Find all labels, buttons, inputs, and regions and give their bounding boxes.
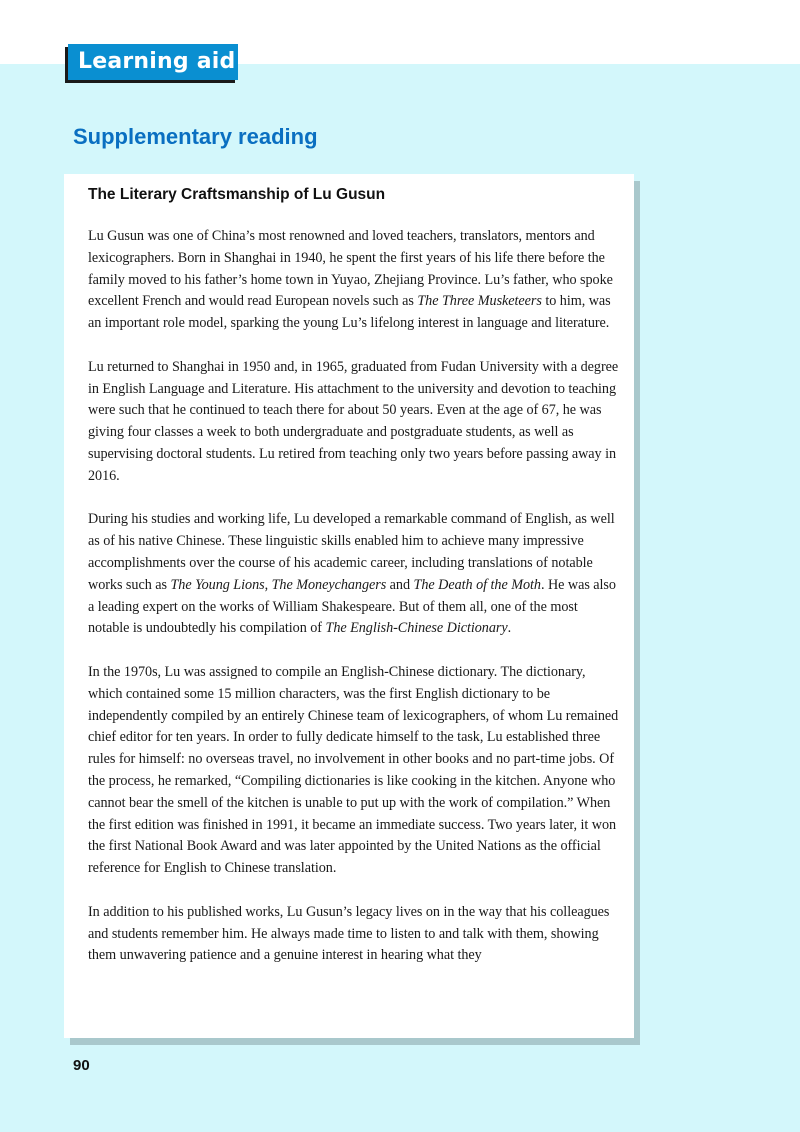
text-run: , xyxy=(264,576,272,593)
italic-title-run: The Moneychangers xyxy=(271,576,387,593)
text-run: Lu Gusun was one of China’s most renowned and loved teachers, translators, mentors and lexicographers. Born in Shanghai in 1940, he spent the first years of his life there before the family moved to his father’s home town in Yuyao, Zhejiang Province. Lu’s father, who spoke excellent French and would read European novels such as xyxy=(88,228,613,310)
article-body xyxy=(88,226,622,967)
italic-title-run: The Young Lions xyxy=(170,576,265,593)
italic-title-run: The Three Musketeers xyxy=(417,293,542,310)
italic-title-run: The English-Chinese Dictionary xyxy=(325,620,508,637)
text-run: During his studies and working life, Lu developed a remarkable command of English, as well as of his native Chinese. These linguistic skills enabled him to achieve many impressive accomplishments over the course of his academic career, including translations of notable works such as xyxy=(88,511,615,593)
section-title: Supplementary reading xyxy=(73,124,318,149)
article-title: The Literary Craftsmanship of Lu Gusun xyxy=(88,186,386,203)
text-run: and xyxy=(386,576,414,593)
text-run: Lu returned to Shanghai in 1950 and, in 1965, graduated from Fudan University with a degree in English Language and Literature. His attachment to the university and devotion to teaching were such that he continued to teach there for about 50 years. Even at the age of 67, he was giving four classes a week to both undergraduate and postgraduate students, as well as supervising doctoral students. Lu retired from teaching only two years before passing away in 2016. xyxy=(88,358,619,484)
article-paragraph xyxy=(88,357,622,488)
learning-aid-tab xyxy=(68,44,238,80)
text-run: In the 1970s, Lu was assigned to compile an English-Chinese dictionary. The dictionary, which contained some 15 million characters, was the first English dictionary to be independently compiled by an entirely Chinese team of lexicographers, of whom Lu remained chief editor for ten years. In order to fully dedicate himself to the task, Lu established three rules for himself: no overseas travel, no involvement in other books and no part-time jobs. Of the process, he remarked, “Compiling dictionaries is like cooking in the kitchen. Anyone who cannot bear the smell of the kitchen is unable to put up with the work of compilation.” When the first edition was finished in 1991, it became an immediate success. Two years later, it won the first National Book Award and was later appointed by the United Nations as the official reference for English to Chinese translation. xyxy=(88,663,619,877)
reading-card xyxy=(64,174,634,1038)
article-paragraph xyxy=(88,902,622,967)
page-number: 90 xyxy=(73,1057,90,1074)
tab-label: Learning aid xyxy=(68,44,238,80)
text-run: In addition to his published works, Lu Gusun’s legacy lives on in the way that his colleagues and students remember him. He always made time to listen to and talk with them, showing them unwavering patience and a genuine interest in hearing what they xyxy=(88,903,610,964)
article-paragraph xyxy=(88,509,622,640)
article-paragraph xyxy=(88,226,622,335)
text-run: . xyxy=(507,620,512,637)
article-paragraph xyxy=(88,662,622,880)
text-run: to him, was an important role model, sparking the young Lu’s lifelong interest in language and literature. xyxy=(88,293,611,332)
italic-title-run: The Death of the Moth xyxy=(413,576,541,593)
text-run: . He was also a leading expert on the works of William Shakespeare. But of them all, one of the most notable is undoubtedly his compilation of xyxy=(88,576,616,637)
